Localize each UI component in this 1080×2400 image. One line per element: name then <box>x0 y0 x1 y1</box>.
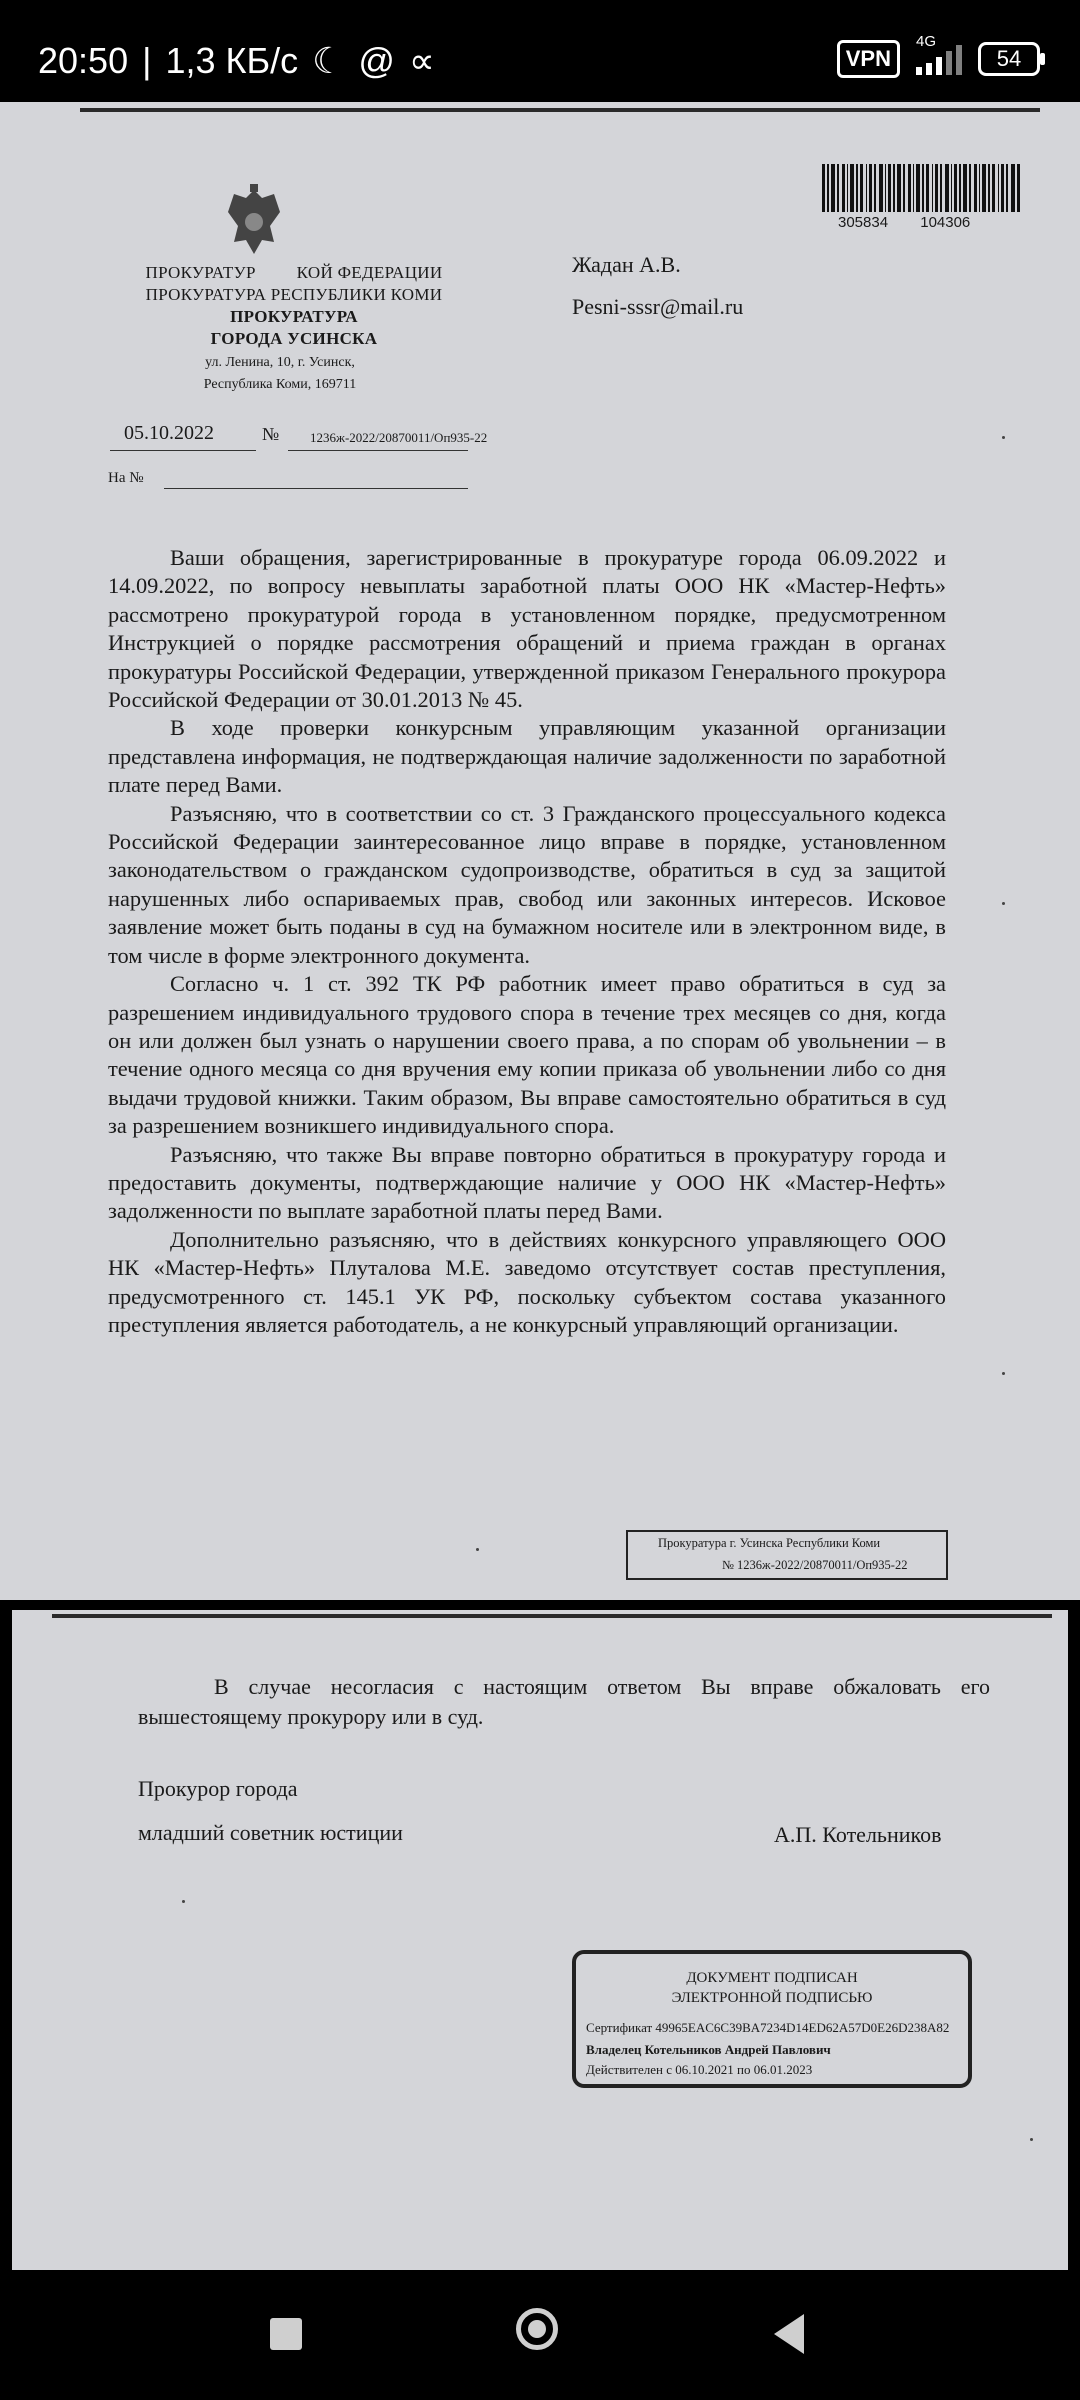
back-button[interactable] <box>774 2314 804 2354</box>
barcode-numbers: 305834 104306 <box>838 214 971 231</box>
registration-stamp <box>626 1530 948 1580</box>
page-edge-line <box>80 108 1040 112</box>
org-line-2: ПРОКУРАТУРА РЕСПУБЛИКИ КОМИ <box>145 285 443 304</box>
org-line-1: ПРОКУРАТУР КОЙ ФЕДЕРАЦИИ <box>145 263 443 282</box>
paragraph: В ходе проверки конкурсным управляющим указанной организации представлена информация, не подтверждающая наличие задолженности по заработной плате перед Вами. <box>108 715 946 798</box>
esign-validity: Действителен с 06.10.2021 по 06.01.2023 <box>586 2062 813 2077</box>
status-bar: 20:50 | 1,3 КБ/с ☾ @ ∝ VPN 4G 54 <box>0 0 1080 102</box>
letter-date: 05.10.2022 <box>124 422 214 444</box>
letter-number: 1236ж-2022/20870011/Оп935-22 <box>310 430 488 445</box>
signal-icon <box>916 33 962 75</box>
recipient-email: Pesni-sssr@mail.ru <box>572 294 744 319</box>
appeal-notice <box>138 1672 990 1732</box>
electronic-signature-stamp <box>572 1950 972 2088</box>
paragraph: В случае несогласия с настоящим ответом Вы вправе обжаловать его вышестоящему прокурору или в суд. <box>138 1674 990 1729</box>
org-line-3: ПРОКУРАТУРА <box>230 307 358 326</box>
battery-level: 54 <box>996 46 1022 71</box>
network-speed: 1,3 КБ/с <box>165 40 299 81</box>
navigation-bar <box>0 2270 1080 2400</box>
barcode-image <box>822 164 1022 212</box>
signer-rank: младший советник юстиции <box>138 1820 403 1845</box>
recent-apps-button[interactable] <box>270 2318 302 2350</box>
number-sign: № <box>262 424 280 444</box>
paragraph: Дополнительно разъясняю, что в действиях конкурсного управляющего ООО НК «Мастер-Нефть» Плуталова М.Е. заведомо отсутствует состав преступления, предусмотренного ст. 145.1 УК РФ, поскольку субъектом состава указанного преступления является работодатель, а не конкурсный управляющий организации. <box>108 1226 946 1337</box>
stamp-line-1: Прокуратура г. Усинска Республики Коми <box>658 1536 881 1550</box>
esign-title-1: ДОКУМЕНТ ПОДПИСАН <box>686 1970 858 1986</box>
paragraph: Ваши обращения, зарегистрированные в прокуратуре города 06.09.2022 и 14.09.2022, по вопросу невыплаты заработной платы ООО НК «Мастер-Нефть» рассмотрено прокуратурой города в установленном порядке, предусмотренном Инструкцией о порядке рассмотрения обращений и приема граждан в органах прокуратуры Российской Федерации, утвержденной приказом Генерального прокурора Российской Федерации от 30.01.2013 № 45. <box>108 545 946 713</box>
org-header <box>104 262 484 350</box>
network-type: 4G <box>916 33 937 50</box>
signer-position: Прокурор города <box>138 1776 298 1801</box>
org-address: ул. Ленина, 10, г. Усинск, Республика Коми, 169711 <box>203 355 357 392</box>
paragraph: Разъясняю, что в соответствии со ст. 3 Гражданского процессуального кодекса Российской Федерации заинтересованное лицо вправе в порядке, установленном законодательством о гражданском судопроизводстве, обратиться в суд за защитой нарушенных либо оспариваемых прав, свобод или законных интересов. Исковое заявление может быть поданы в суд на бумажном носителе или в электронном виде, в том числе в форме электронного документа. <box>108 800 946 968</box>
paragraph: Согласно ч. 1 ст. 392 ТК РФ работник имеет право обратиться в суд за разрешением индивидуального трудового спора в течение трех месяцев со дня, когда он или должен был узнать о нарушении своего права, а по спорам об увольнении – в течение одного месяца со дня вручения ему копии приказа об увольнении либо со дня выдачи трудовой книжки. Таким образом, Вы вправе самостоятельно обратиться в суд за разрешением возникшего индивидуального спора. <box>108 971 946 1139</box>
coat-of-arms-icon <box>224 182 284 272</box>
org-line-4: ГОРОДА УСИНСКА <box>210 329 378 348</box>
esign-title-2: ЭЛЕКТРОННОЙ ПОДПИСЬЮ <box>671 1990 873 2006</box>
paragraph: Разъясняю, что также Вы вправе повторно обратиться в прокуратуру города и предоставить документы, подтверждающие наличие у ООО НК «Мастер-Нефть» задолженности по выплате заработной платы перед Вами. <box>108 1141 946 1224</box>
battery-icon <box>978 42 1040 76</box>
vpn-badge: VPN <box>837 40 900 78</box>
esign-certificate: Сертификат 49965EAC6C39BA7234D14ED62A57D0E26D238A82 <box>586 2020 950 2035</box>
reply-to-label: На № <box>108 470 144 486</box>
signer-name: А.П. Котельников <box>774 1822 942 1847</box>
infinity-icon: ∝ <box>408 40 435 81</box>
letter-page-2 <box>12 1610 1068 2270</box>
letter-body <box>108 544 946 1339</box>
stamp-line-2: № 1236ж-2022/20870011/Оп935-22 <box>722 1558 908 1572</box>
home-button[interactable] <box>516 2308 558 2350</box>
esign-owner: Владелец Котельников Андрей Павлович <box>586 2042 831 2057</box>
recipient-name: Жадан А.В. <box>572 252 681 277</box>
page-edge-line <box>52 1614 1052 1618</box>
at-icon: @ <box>358 40 395 81</box>
barcode <box>822 164 1022 212</box>
moon-icon: ☾ <box>312 40 345 81</box>
letter-page-1 <box>0 102 1080 1600</box>
clock: 20:50 <box>38 40 129 81</box>
